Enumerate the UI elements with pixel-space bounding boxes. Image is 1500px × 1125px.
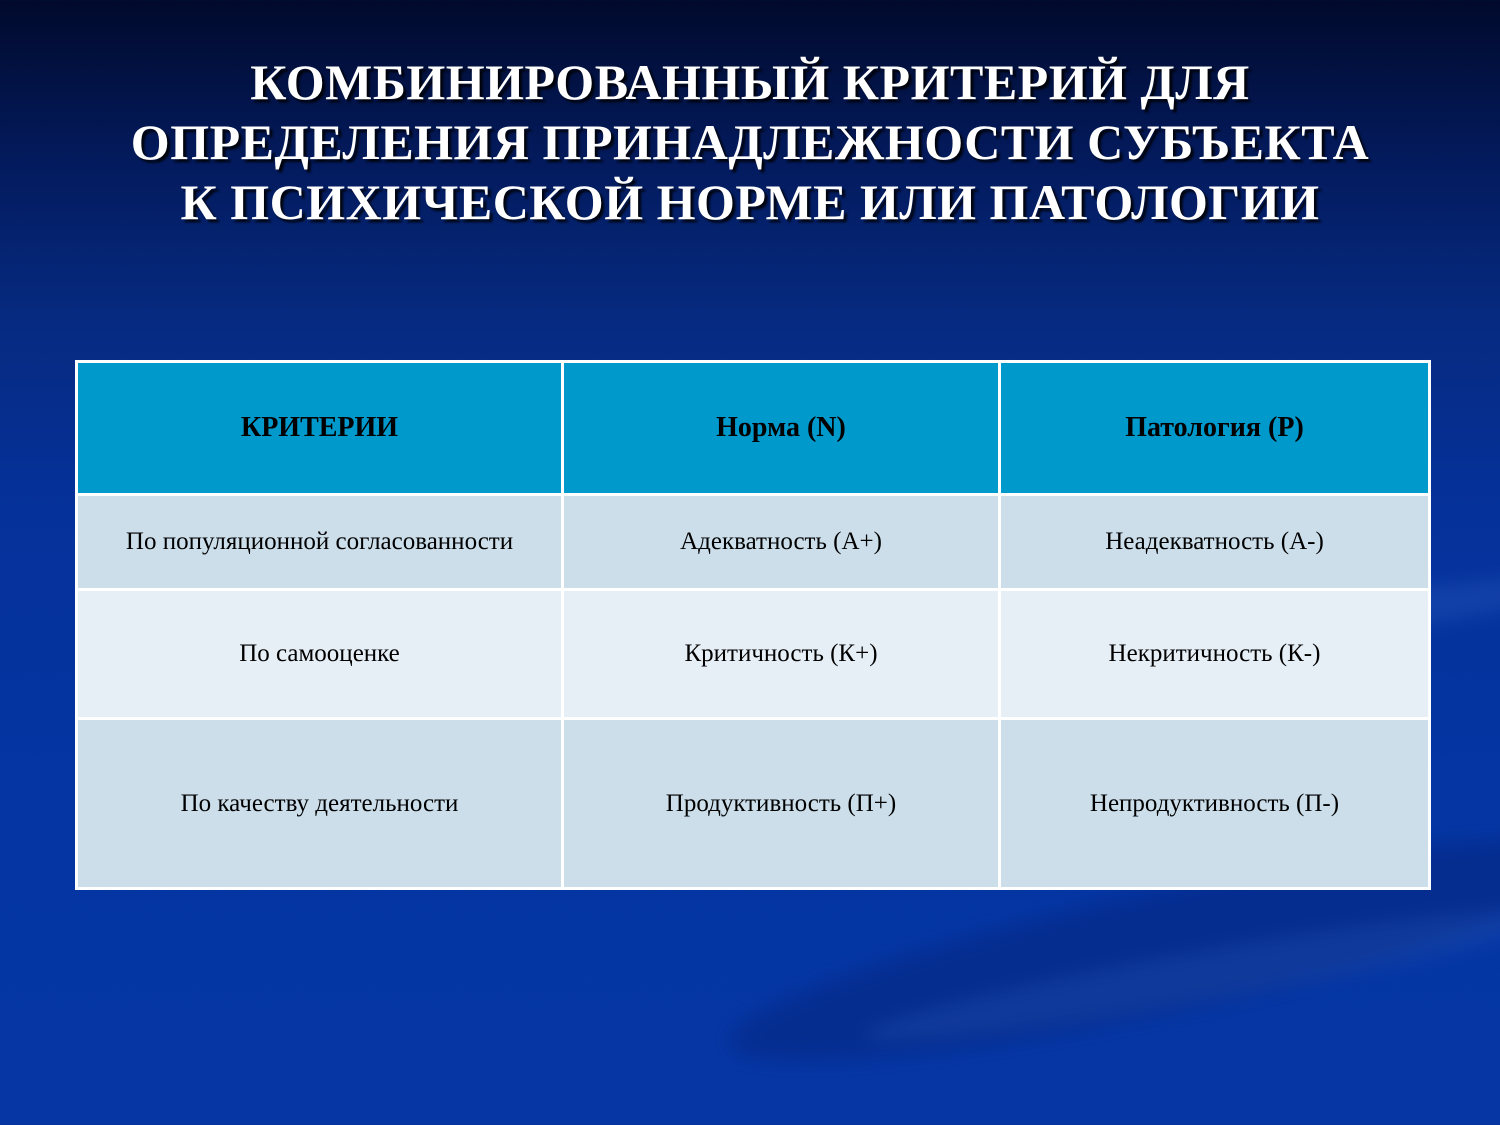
criterion-cell: По качеству деятельности <box>77 719 563 889</box>
criterion-cell: По самооценке <box>77 590 563 719</box>
criterion-cell: По популяционной согласованности <box>77 495 563 590</box>
pathology-cell: Неадекватность (А-) <box>1000 495 1430 590</box>
pathology-cell: Некритичность (К-) <box>1000 590 1430 719</box>
norm-cell: Адекватность (А+) <box>563 495 1000 590</box>
header-pathology: Патология (P) <box>1000 362 1430 495</box>
table-header-row <box>77 362 1430 495</box>
header-criteria: КРИТЕРИИ <box>77 362 563 495</box>
criteria-table <box>75 360 1431 890</box>
header-norm: Норма (N) <box>563 362 1000 495</box>
norm-cell: Продуктивность (П+) <box>563 719 1000 889</box>
slide-title-line-2: ОПРЕДЕЛЕНИЯ ПРИНАДЛЕЖНОСТИ СУБЪЕКТА <box>130 114 1370 170</box>
pathology-cell: Непродуктивность (П-) <box>1000 719 1430 889</box>
norm-cell: Критичность (К+) <box>563 590 1000 719</box>
table-row <box>77 590 1430 719</box>
table-row <box>77 495 1430 590</box>
table-row <box>77 719 1430 889</box>
slide-title-line-1: КОМБИНИРОВАННЫЙ КРИТЕРИЙ ДЛЯ <box>250 54 1250 110</box>
slide-title-line-3: К ПСИХИЧЕСКОЙ НОРМЕ ИЛИ ПАТОЛОГИИ <box>180 174 1320 230</box>
background-swoosh <box>861 890 1500 1061</box>
slide-title <box>0 52 1500 232</box>
